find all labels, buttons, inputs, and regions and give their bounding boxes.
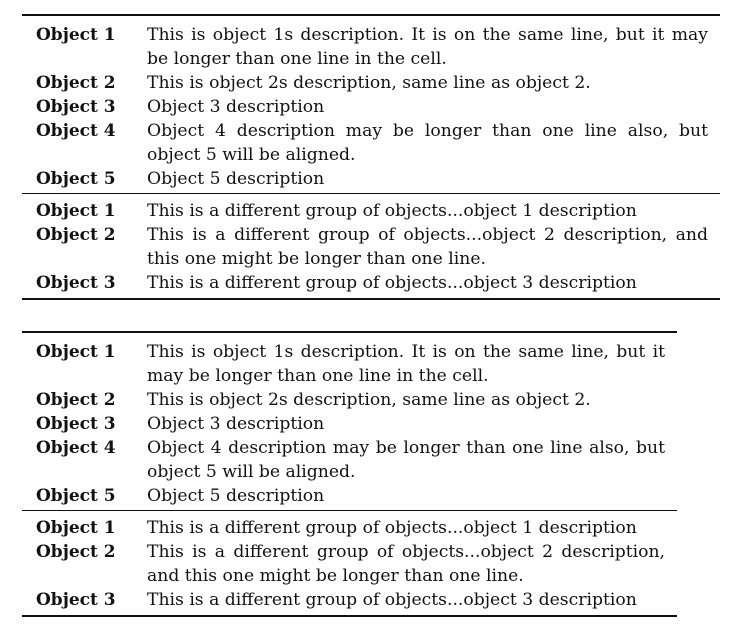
object-description: Object 3 description — [147, 97, 325, 117]
table-row — [22, 484, 677, 508]
object-name: Object 2 — [36, 390, 116, 410]
object-name: Object 2 — [36, 225, 116, 245]
table-row — [22, 271, 720, 295]
object-description: This is object 1s description. It is on the same line, but it may be longer than one line in the cell. — [147, 25, 708, 69]
table-row — [22, 340, 677, 388]
object-name: Object 2 — [36, 73, 116, 93]
table-row — [22, 436, 677, 484]
object-description: Object 4 description may be longer than one line also, but object 5 will be aligned. — [147, 438, 665, 482]
object-description: Object 4 description may be longer than one line also, but object 5 will be aligned. — [147, 121, 708, 165]
table-row — [22, 540, 677, 588]
object-description: Object 5 description — [147, 169, 325, 189]
table-row — [22, 95, 720, 119]
table-row — [22, 119, 720, 167]
object-name: Object 5 — [36, 486, 116, 506]
object-description: This is object 2s description, same line as object 2. — [147, 390, 591, 410]
object-name: Object 3 — [36, 273, 116, 293]
table-row — [22, 516, 677, 540]
object-name: Object 1 — [36, 518, 116, 538]
object-name: Object 1 — [36, 25, 116, 45]
object-name: Object 5 — [36, 169, 116, 189]
object-description: This is a different group of objects...object 2 description, and this one might be longer than one line. — [147, 542, 665, 586]
object-description: This is object 1s description. It is on the same line, but it may be longer than one line in the cell. — [147, 342, 665, 386]
object-description: This is a different group of objects...object 1 description — [147, 518, 637, 538]
object-name: Object 1 — [36, 342, 116, 362]
object-description: This is object 2s description, same line as object 2. — [147, 73, 591, 93]
object-description: This is a different group of objects...object 3 description — [147, 273, 637, 293]
object-description: Object 3 description — [147, 414, 325, 434]
table-row — [22, 223, 720, 271]
object-description: Object 5 description — [147, 486, 325, 506]
object-name: Object 1 — [36, 201, 116, 221]
table-row — [22, 23, 720, 71]
object-description: This is a different group of objects...object 3 description — [147, 590, 637, 610]
table-row — [22, 167, 720, 191]
table-row — [22, 71, 720, 95]
description-table-1 — [22, 14, 720, 300]
bottom-rule — [22, 298, 720, 300]
table-group-2 — [22, 511, 677, 615]
object-name: Object 3 — [36, 414, 116, 434]
table-row — [22, 199, 720, 223]
bottom-rule — [22, 615, 677, 617]
object-name: Object 3 — [36, 590, 116, 610]
object-name: Object 2 — [36, 542, 116, 562]
description-table-2 — [22, 331, 677, 617]
object-name: Object 3 — [36, 97, 116, 117]
table-row — [22, 588, 677, 612]
table-group-1 — [22, 16, 720, 193]
table-group-2 — [22, 194, 720, 298]
object-name: Object 4 — [36, 438, 116, 458]
object-name: Object 4 — [36, 121, 116, 141]
object-description: This is a different group of objects...object 2 description, and this one might be longer than one line. — [147, 225, 708, 269]
table-group-1 — [22, 333, 677, 510]
object-description: This is a different group of objects...object 1 description — [147, 201, 637, 221]
table-row — [22, 388, 677, 412]
table-row — [22, 412, 677, 436]
